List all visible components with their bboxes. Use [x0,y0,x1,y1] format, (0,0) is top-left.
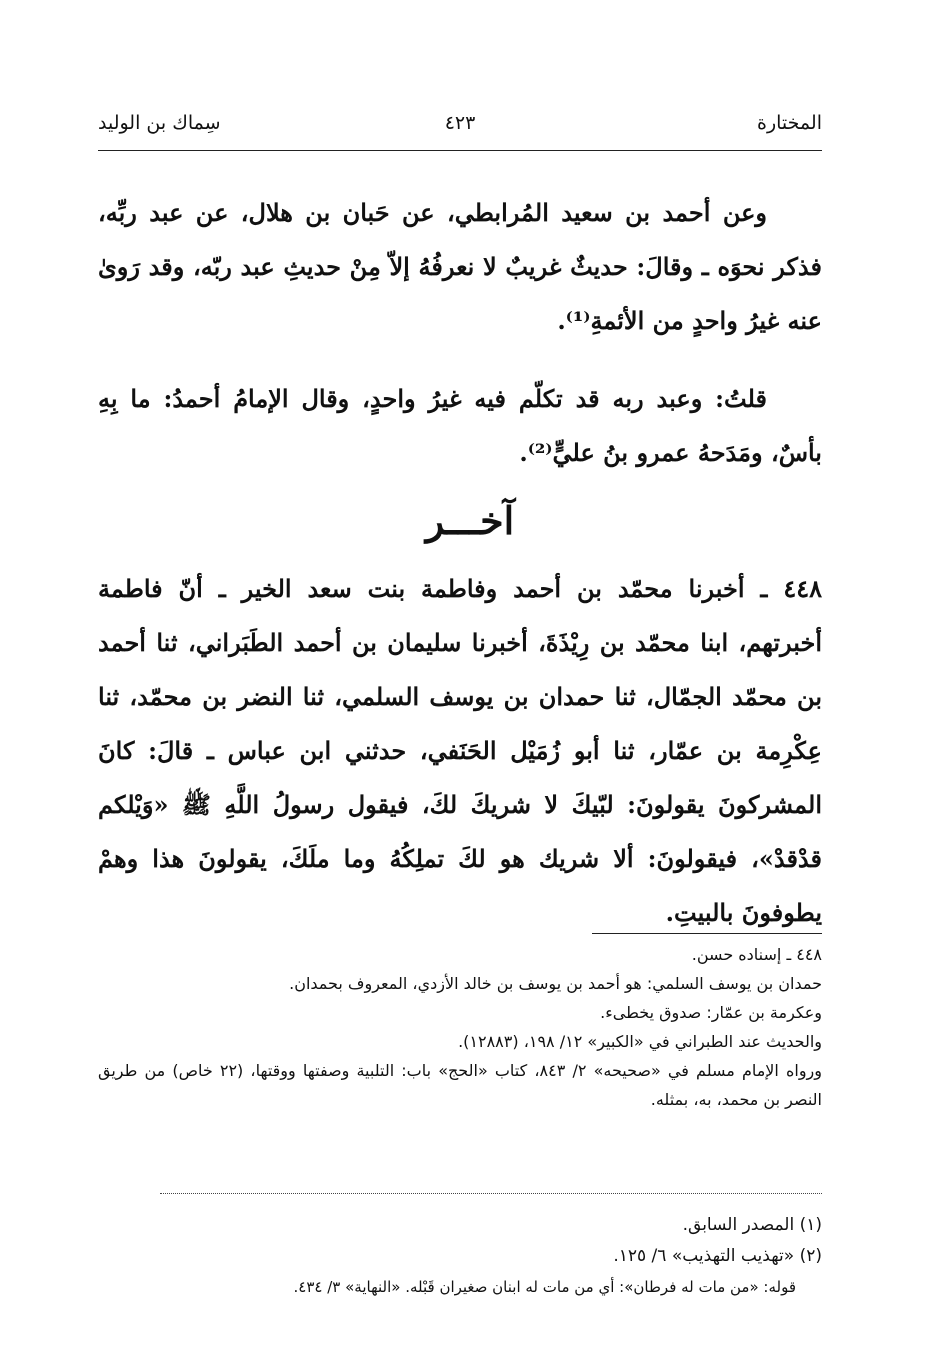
header-rule [98,150,822,151]
notes-rule [592,933,822,934]
note-line: حمدان بن يوسف السلمي: هو أحمد بن يوسف بن خالد الأزدي، المعروف بحمدان. [289,974,822,993]
paragraph-2: قلتُ: وعبد ربه قد تكلّم فيه غيرُ واحدٍ، وقال الإمامُ أحمدُ: ما بِهِ بأسٌ، ومَدَحهُ عمرو بنُ عليٍّ⁽²⁾. [98,384,822,467]
page-number: ٤٢٣ [444,112,476,134]
commentary-notes [98,940,822,1114]
footnote-remark: قوله: «من مات له فرطان»: أي من مات له ابنان صغيران قَبْله. «النهاية» ٣/ ٤٣٤. [293,1278,796,1296]
hadith-448: ٤٤٨ ـ أخبرنا محمّد بن أحمد وفاطمة بنت سعد الخير ـ أنّ فاطمة أخبرتهم، ابنا محمّد بن رِيْذَةَ، أخبرنا سليمان بن أحمد الطَبَراني، ثنا أحمد بن محمّد الجمّال، ثنا حمدان بن يوسف السلمي، ثنا النضر بن محمّد، ثنا عِكْرِمة بن عمّار، ثنا أبو زُمَيْل الحَنَفي، حدثني ابن عباس ـ قالَ: كانَ المشركونَ يقولونَ: لبّيكَ لا شريكَ لكَ، فيقول رسولُ اللَّهِ ﷺ «وَيْلكم قدْقدْ»، فيقولونَ: ألا شريك هو لكَ تملِكُهُ وما ملَكَ، يقولونَ هذا وهمْ يطوفونَ بالبيتِ. [98,574,822,927]
section-heading: آخـــر [425,498,515,543]
footnote-1: (١) المصدر السابق. [682,1215,822,1235]
paragraph-1: وعن أحمد بن سعيد المُرابطي، عن حَبان بن هلال، عن عبد ربِّه، فذكر نحوَه ـ وقالَ: حديثٌ غريبٌ لا نعرفُهُ إلاّ مِنْ حديثِ عبد ربّه، وقد رَوىٰ عنه غيرُ واحدٍ من الأئمةِ⁽¹⁾. [98,198,822,335]
note-line: والحديث عند الطبراني في «الكبير» ١٢/ ١٩٨، (١٢٨٨٣). [458,1032,822,1051]
footnotes-rule [160,1193,822,1194]
note-line: ٤٤٨ ـ إسناده حسن. [691,945,822,964]
running-head [98,112,822,144]
note-line: وعكرمة بن عمّار: صدوق يخطىء. [600,1003,822,1022]
chapter-title: سِماك بن الوليد [98,112,221,134]
note-line: ورواه الإمام مسلم في «صحيحه» ٢/ ٨٤٣، كتاب «الحج» باب: التلبية وصفتها ووقتها، (٢٢ خاص) من طريق النصر بن محمد، به، بمثله. [98,1061,823,1109]
footnote-2: (٢) «تهذيب التهذيب» ٦/ ١٢٥. [613,1246,822,1266]
footnotes [98,1210,822,1303]
book-title: المختارة [757,112,822,134]
